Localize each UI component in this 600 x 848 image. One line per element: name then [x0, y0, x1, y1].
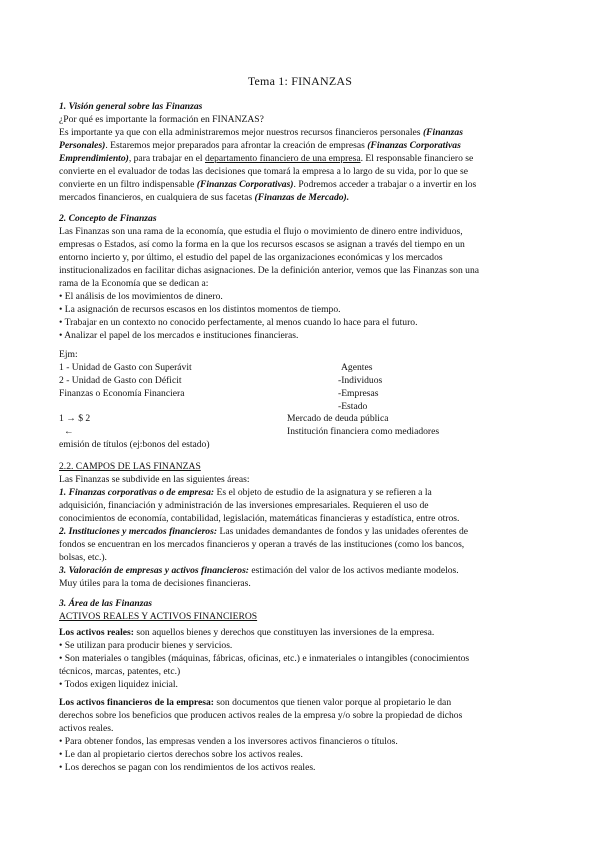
field-item-2 — [59, 526, 468, 538]
section-1-line-6 — [59, 192, 349, 204]
bullet-item: • Todos exigen liquidez inicial. — [59, 679, 178, 690]
section-2-line: empresas o Estados, así como la forma en la que los recursos escasos se asignan a través del tiempo en un — [59, 239, 465, 250]
text-run: . Podremos acceder a trabajar o a invertir en los — [293, 179, 477, 190]
bullet-item: • Trabajar en un contexto no conocido perfectamente, al menos cuando lo hace para el futuro. — [59, 317, 418, 328]
example-row-right: Institución financiera como mediadores — [287, 426, 440, 437]
field-item-1-line: conocimientos de economía, contabilidad, legislación, matemáticas financieras y estadística, entre otros. — [59, 513, 460, 524]
field-item-3-line: Muy útiles para la toma de decisiones financieras. — [59, 578, 251, 589]
text-run: mercados financieros, en cualquiera de sus facetas — [59, 192, 253, 203]
definition-title: Los activos financieros de la empresa: — [59, 697, 214, 708]
financial-assets-definition — [59, 697, 451, 709]
field-title: 3. Valoración de empresas y activos financieros: — [59, 565, 249, 576]
section-2-2-intro: Las Finanzas se subdivide en las siguientes áreas: — [59, 474, 250, 485]
section-2-line: rama de la Economía que se dedican a: — [59, 278, 209, 289]
section-1-line-1 — [59, 127, 463, 139]
financial-assets-line: derechos sobre los beneficios que producen activos reales de la empresa y/o sobre la propiedad de dichos — [59, 710, 463, 721]
emphasis-run: (Finanzas Corporativas — [367, 140, 461, 151]
field-title: 1. Finanzas corporativas o de empresa: — [59, 487, 215, 498]
example-row-left: 2 - Unidad de Gasto con Déficit — [59, 375, 182, 386]
field-item-3 — [59, 565, 459, 577]
bullet-item: • Los derechos se pagan con los rendimientos de los activos reales. — [59, 762, 316, 773]
bullet-item-continuation: técnicos, marcas, patentes, etc.) — [59, 666, 181, 677]
section-1-line-5 — [59, 179, 476, 191]
section-2-line: Las Finanzas son una rama de la economía, que estudia el flujo o movimiento de dinero entre individuos, — [59, 226, 463, 237]
example-row-left: 1 → $ 2 — [59, 413, 91, 424]
text-run: Las unidades demandantes de fondos y las unidades oferentes de — [219, 526, 469, 537]
example-arrow: ← — [64, 426, 74, 437]
example-row-left: Finanzas o Economía Financiera — [59, 388, 185, 399]
example-label: Ejm: — [59, 349, 78, 360]
section-3-heading: 3. Área de las Finanzas — [59, 598, 153, 609]
section-3-subheading: ACTIVOS REALES Y ACTIVOS FINANCIEROS — [59, 611, 258, 622]
section-1-line-4: convierte en el evaluador de todas las decisiones que tomará la empresa a lo largo de su vida, por lo que se — [59, 166, 469, 177]
example-row-right: -Individuos — [338, 375, 383, 386]
text-run: Es importante ya que con ella administraremos mejor nuestros recursos financieros personales — [59, 127, 421, 138]
emphasis-run: (Finanzas Corporativas) — [196, 179, 294, 190]
field-item-1-line: adquisición, financiación y administración de las inversiones empresariales. Requieren el uso de — [59, 500, 429, 511]
section-1-heading: 1. Visión general sobre las Finanzas — [59, 101, 203, 112]
bullet-item: • Se utilizan para producir bienes y servicios. — [59, 640, 233, 651]
text-run: estimación del valor de los activos mediante modelos. — [251, 565, 459, 576]
example-row-left: 1 - Unidad de Gasto con Superávit — [59, 362, 192, 373]
section-2-heading: 2. Concepto de Finanzas — [59, 213, 157, 224]
section-1-line-2 — [59, 140, 461, 152]
field-title: 2. Instituciones y mercados financieros: — [59, 526, 218, 537]
example-row-right: -Estado — [338, 401, 368, 412]
section-2-line: entorno incierto y, por último, el estudio del papel de las organizaciones económicas y los mercados — [59, 252, 443, 263]
financial-assets-line: activos reales. — [59, 723, 114, 734]
emphasis-run: (Finanzas de Mercado). — [254, 192, 350, 203]
underlined-run: departamento financiero de una empresa — [205, 153, 361, 164]
field-item-2-line: fondos se encuentran en los mercados financieros y operan a través de las instituciones (como los bancos, — [59, 539, 465, 550]
text-run: , para trabajar en el — [128, 153, 203, 164]
field-item-1 — [59, 487, 432, 499]
bullet-item: • La asignación de recursos escasos en los distintos momentos de tiempo. — [59, 304, 341, 315]
bullet-item: • El análisis de los movimientos de dinero. — [59, 291, 223, 302]
text-run: . Estaremos mejor preparados para afrontar la creación de empresas — [105, 140, 365, 151]
example-row-right: Agentes — [341, 362, 373, 373]
example-row-left: emisión de títulos (ej:bonos del estado) — [59, 439, 210, 450]
example-row-right: -Empresas — [338, 388, 379, 399]
text-run: Es el objeto de estudio de la asignatura y se refieren a la — [216, 487, 432, 498]
real-assets-definition — [59, 627, 434, 639]
definition-title: Los activos reales: — [59, 627, 134, 638]
example-row-right: Mercado de deuda pública — [287, 413, 389, 424]
text-run: . El responsable financiero se — [360, 153, 474, 164]
bullet-item: • Son materiales o tangibles (máquinas, fábricas, oficinas, etc.) e inmateriales o intangibles (conocimientos — [59, 653, 470, 664]
section-2-line: institucionalizados en facilitar dichas asignaciones. De la definición anterior, vemos que las Finanzas son una — [59, 265, 480, 276]
bullet-item: • Para obtener fondos, las empresas venden a los inversores activos financieros o títulos. — [59, 736, 398, 747]
bullet-item: • Analizar el papel de los mercados e instituciones financieras. — [59, 330, 299, 341]
section-1-question: ¿Por qué es importante la formación en FINANZAS? — [59, 114, 264, 125]
field-item-2-line: bolsas, etc.). — [59, 552, 107, 563]
text-run: son documentos que tienen valor porque al propietario le dan — [216, 697, 452, 708]
emphasis-run: Personales) — [59, 140, 106, 151]
section-2-2-heading: 2.2. CAMPOS DE LAS FINANZAS — [59, 461, 201, 472]
bullet-item: • Le dan al propietario ciertos derechos sobre los activos reales. — [59, 749, 303, 760]
emphasis-run: (Finanzas — [422, 127, 463, 138]
text-run: convierte en un filtro indispensable — [59, 179, 195, 190]
text-run: son aquellos bienes y derechos que constituyen las inversiones de la empresa. — [136, 627, 435, 638]
document-title: Tema 1: FINANZAS — [247, 74, 353, 88]
emphasis-run: Emprendimiento) — [59, 153, 129, 164]
section-1-line-3 — [59, 153, 473, 165]
